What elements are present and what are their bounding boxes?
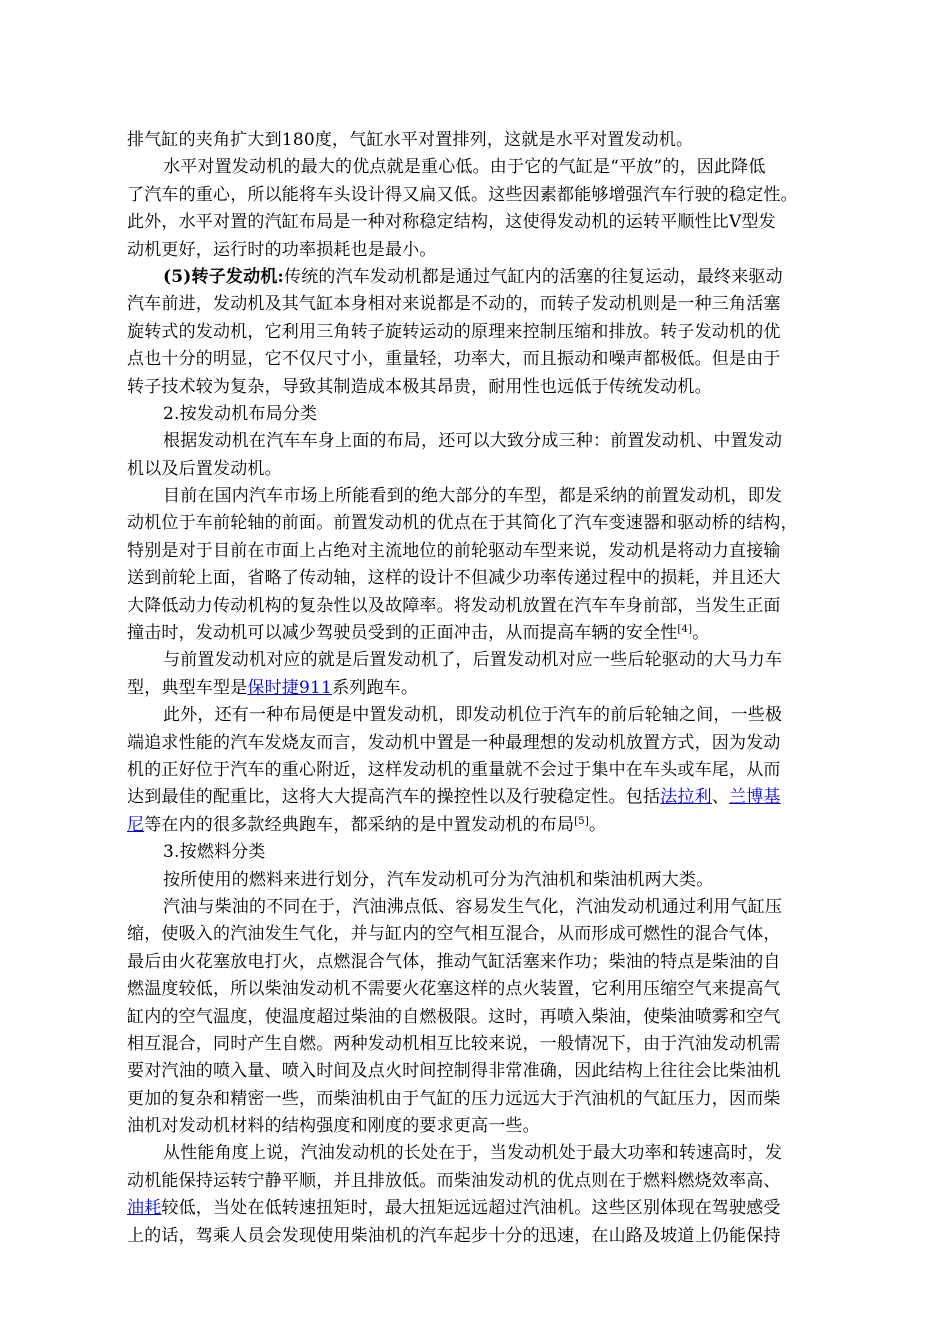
text-line: 缸内的空气温度，使温度超过柴油的自燃极限。这时，再喷入柴油，使柴油喷雾和空气: [127, 1006, 781, 1027]
text-line: 相互混合，同时产生自燃。两种发动机相互比较来说，一般情况下，由于汽油发动机需: [127, 1033, 781, 1054]
text-line: 达到最佳的配重比，这将大大提高汽车的操控性以及行驶稳定性。包括法拉利、兰博基: [127, 787, 781, 808]
text-line: 动机能保持运转宁静平顺，并且排放低。而柴油发动机的优点则在于燃料燃烧效率高、: [127, 1170, 781, 1191]
text-line: 动机位于车前轮轴的前面。前置发动机的优点在于其简化了汽车变速器和驱动桥的结构，: [127, 513, 798, 534]
citation-4: [4]: [677, 624, 693, 636]
text-line: 特别是对于目前在市面上占绝对主流地位的前轮驱动车型来说，发动机是将动力直接输: [127, 540, 781, 561]
citation-5: [5]: [574, 815, 589, 827]
text-line: 旋转式的发动机，它利用三角转子旋转运动的原理来控制压缩和排放。转子发动机的优: [127, 321, 781, 342]
paragraph-start: 目前在国内汽车市场上所能看到的绝大部分的车型，都是采纳的前置发动机，即发: [163, 486, 783, 507]
paragraph-start: 从性能角度上说，汽油发动机的长处在于，当发动机处于最大功率和转速高时，发: [163, 1143, 783, 1164]
paragraph-start: 汽油与柴油的不同在于，汽油沸点低、容易发生气化，汽油发动机通过利用气缸压: [163, 896, 783, 917]
text-line: 端追求性能的汽车发烧友而言，发动机中置是一种最理想的发动机放置方式，因为发动: [127, 732, 781, 753]
link-fuel-consumption[interactable]: 油耗: [127, 1198, 162, 1219]
text-line: 油耗较低，当处在低转速扭矩时，最大扭矩远远超过汽油机。这些区别体现在驾驶感受: [127, 1198, 781, 1219]
text-line: 更加的复杂和精密一些，而柴油机由于气缸的压力远远大于汽油机的气缸压力，因而柴: [127, 1088, 781, 1109]
paragraph-start: 按所使用的燃料来进行划分，汽车发动机可分为汽油机和柴油机两大类。: [163, 869, 714, 890]
paragraph-start: (5)转子发动机:传统的汽车发动机都是通过气缸内的活塞的往复运动，最终来驱动: [163, 266, 783, 287]
text-line: 了汽车的重心，所以能将车头设计得又扁又低。这些因素都能够增强汽车行驶的稳定性。: [127, 184, 798, 205]
text-line: 要对汽油的喷入量、喷入时间及点火时间控制得非常准确，因此结构上往往会比柴油机: [127, 1061, 781, 1082]
text-line: 送到前轮上面，省略了传动轴，这样的设计不但减少功率传递过程中的损耗，并且还大: [127, 568, 781, 589]
text-line: 此外，水平对置的汽缸布局是一种对称稳定结构，这使得发动机的运转平顺性比V型发: [127, 212, 776, 233]
text-line: 燃温度较低，所以柴油发动机不需要火花塞这样的点火装置，它利用压缩空气来提高气: [127, 979, 781, 1000]
text-line: 汽车前进，发动机及其气缸本身相对来说都是不动的，而转子发动机则是一种三角活塞: [127, 294, 781, 315]
text-line: 尼等在内的很多款经典跑车，都采纳的是中置发动机的布局[5]。: [127, 814, 607, 835]
text-line: 缩，使吸入的汽油发生气化，并与缸内的空气相互混合，从而形成可燃性的混合气体，: [127, 924, 781, 945]
text-line: 机的正好位于汽车的重心附近，这样发动机的重量就不会过于集中在车头或车尾，从而: [127, 759, 781, 780]
text-line: 机以及后置发动机。: [127, 458, 282, 479]
section-heading: 2.按发动机布局分类: [163, 403, 318, 424]
text-line: 最后由火花塞放电打火，点燃混合气体，推动气缸活塞来作功；柴油的特点是柴油的自: [127, 951, 781, 972]
section-heading: 3.按燃料分类: [163, 842, 266, 863]
text-line: 动机更好，运行时的功率损耗也是最小。: [127, 239, 437, 260]
text-line: 上的话，驾乘人员会发现使用柴油机的汽车起步十分的迅速，在山路及坡道上仍能保持: [127, 1225, 781, 1246]
paragraph-start: 水平对置发动机的最大的优点就是重心低。由于它的气缸是“平放”的，因此降低: [163, 157, 766, 178]
paragraph-start: 根据发动机在汽车车身上面的布局，还可以大致分成三种：前置发动机、中置发动: [163, 431, 783, 452]
text-line: 点也十分的明显，它不仅尺寸小，重量轻，功率大，而且振动和噪声都极低。但是由于: [127, 349, 781, 370]
text-line: 大降低动力传动机构的复杂性以及故障率。将发动机放置在汽车车身前部，当发生正面: [127, 595, 781, 616]
text-line: 油机对发动机材料的结构强度和刚度的要求更高一些。: [127, 1116, 540, 1137]
text-line: 撞击时，发动机可以减少驾驶员受到的正面冲击，从而提高车辆的安全性[4]。: [127, 623, 710, 644]
paragraph-start: 此外，还有一种布局便是中置发动机，即发动机位于汽车的前后轮轴之间，一些极: [163, 705, 783, 726]
link-lamborghini-cont[interactable]: 尼: [127, 814, 145, 835]
document-body: [127, 127, 855, 1250]
text-line: 转子技术较为复杂，导致其制造成本极其昂贵，耐用性也远低于传统发动机。: [127, 376, 712, 397]
paragraph-start: 与前置发动机对应的就是后置发动机了，后置发动机对应一些后轮驱动的大马力车: [163, 650, 783, 671]
text-line: 型，典型车型是保时捷911系列跑车。: [127, 677, 419, 698]
link-porsche-911[interactable]: 保时捷911: [247, 677, 333, 698]
text-line: 排气缸的夹角扩大到180度，气缸水平对置排列，这就是水平对置发动机。: [127, 130, 694, 150]
subheading-rotary-engine: (5)转子发动机:: [163, 266, 284, 287]
link-lamborghini[interactable]: 兰博基: [729, 787, 781, 808]
link-ferrari[interactable]: 法拉利: [660, 787, 712, 808]
